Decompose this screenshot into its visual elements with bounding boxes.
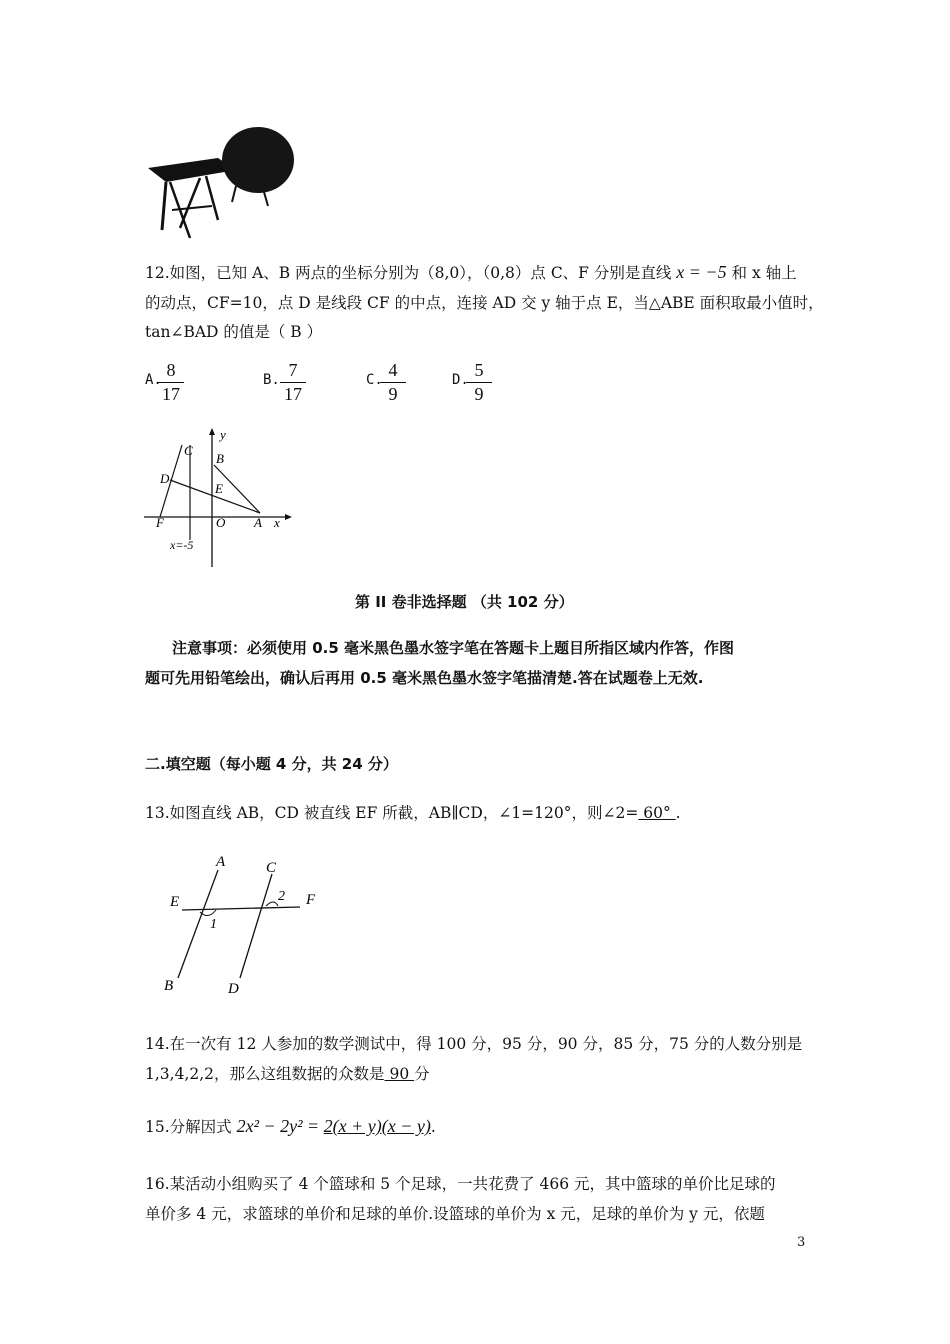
q13-fig-label-e: E — [170, 894, 180, 910]
q15-expression: 2x² − 2y² = — [236, 1116, 324, 1136]
option-a-letter: A. — [145, 372, 162, 388]
q12-coordinate-figure — [140, 425, 300, 570]
q13-parallel-lines-figure — [160, 850, 330, 1000]
q12-line3: tan∠BAD 的值是（ B ） — [145, 323, 323, 341]
q13-fig-label-angle-1: 1 — [210, 917, 217, 932]
option-c-fraction: $\frac{4}{9}$ — [380, 360, 406, 405]
q14-line1: 14.在一次有 12 人参加的数学测试中，得 100 分，95 分，90 分，85 分，75 分的人数分别是 — [145, 1035, 803, 1053]
q12-fig-label-x: x — [274, 515, 280, 530]
notice-line1: 注意事项：必须使用 0.5 毫米黑色墨水签字笔在答题卡上题目所指区域内作答，作图 — [172, 639, 735, 657]
section-2-title: 第 II 卷非选择题 （共 102 分） — [355, 593, 574, 611]
q13-fig-label-f: F — [306, 892, 316, 908]
q12-fig-label-f: F — [156, 515, 164, 530]
option-b-fraction: $\frac{7}{17}$ — [280, 360, 306, 405]
option-b-letter: B. — [263, 372, 280, 388]
q15-answer: 2(x + y)(x − y) — [323, 1116, 431, 1136]
q13-fig-label-angle-2: 2 — [278, 889, 285, 904]
notice-line2: 题可先用铅笔绘出，确认后再用 0.5 毫米黑色墨水签字笔描清楚.答在试题卷上无效. — [145, 669, 704, 687]
q12-fig-label-y: y — [220, 427, 226, 442]
page-number: 3 — [797, 1235, 806, 1250]
q14-answer: 90 — [384, 1065, 415, 1083]
option-a-fraction: $\frac{8}{17}$ — [158, 360, 184, 405]
option-d-fraction: $\frac{5}{9}$ — [466, 360, 492, 405]
q16-line1: 16.某活动小组购买了 4 个篮球和 5 个足球，一共花费了 466 元，其中篮球的单价比足球的 — [145, 1175, 776, 1193]
q13-answer: 60° — [638, 804, 676, 822]
q16-line2: 单价多 4 元，求篮球的单价和足球的单价.设篮球的单价为 x 元，足球的单价为 y 元，依题 — [145, 1205, 765, 1223]
q12-fig-label-b: B — [216, 451, 224, 466]
q13-fig-label-d: D — [228, 981, 239, 997]
fill-in-section-title: 二.填空题（每小题 4 分，共 24 分） — [145, 755, 398, 773]
q12-line2: 的动点，CF=10，点 D 是线段 CF 的中点，连接 AD 交 y 轴于点 E，当△ABE 面积取最小值时， — [145, 294, 824, 312]
option-d-letter: D. — [452, 372, 469, 388]
q15-text: 15.分解因式 2x² − 2y² = 2(x + y)(x − y). — [145, 1116, 436, 1136]
q12-fig-label-c: C — [184, 443, 193, 458]
q13-fig-label-a: A — [216, 854, 226, 870]
q12-fig-label-xline: x=-5 — [170, 538, 194, 552]
q12-fig-label-a: A — [254, 515, 262, 530]
q13-text: 13.如图直线 AB，CD 被直线 EF 所截，AB∥CD，∠1=120°，则∠2= 60° . — [145, 804, 681, 822]
q12-fig-label-e: E — [215, 481, 223, 496]
q13-fig-label-c: C — [266, 860, 277, 876]
q14-line2: 1,3,4,2,2，那么这组数据的众数是 90 分 — [145, 1065, 430, 1083]
q12-line1: 12.如图，已知 A、B 两点的坐标分别为（8,0），（0,8）点 C、F 分别是直线 x = −5 和 x 轴上 — [145, 262, 797, 282]
q12-line-equation: x = −5 — [676, 262, 727, 282]
q13-fig-label-b: B — [164, 978, 174, 994]
q12-fig-label-d: D — [160, 471, 170, 486]
q12-fig-label-o: O — [216, 515, 226, 530]
option-c-letter: C. — [366, 372, 383, 388]
table-ball-figure — [140, 120, 300, 245]
